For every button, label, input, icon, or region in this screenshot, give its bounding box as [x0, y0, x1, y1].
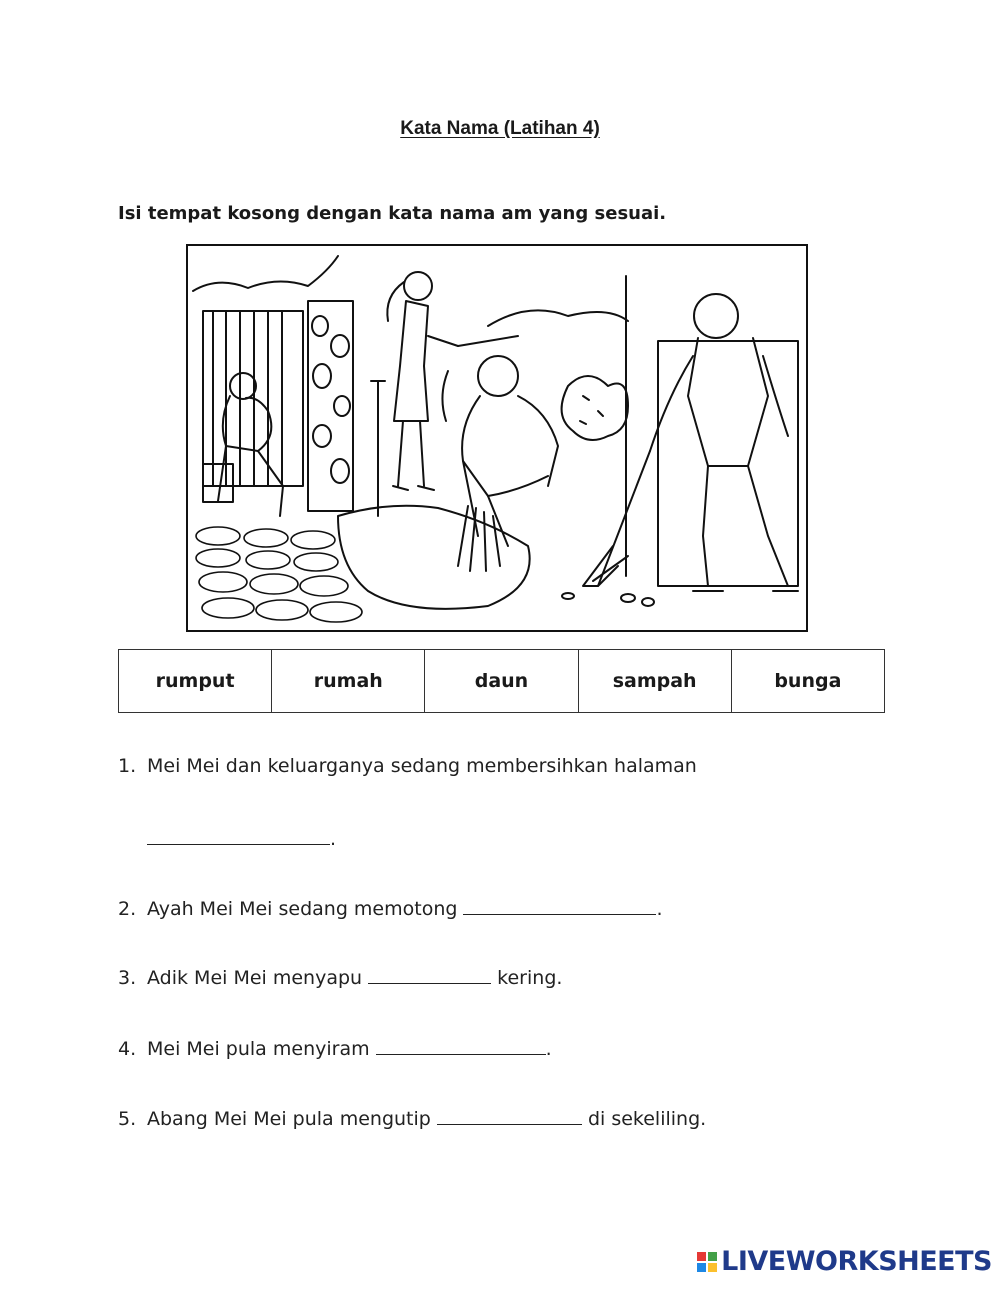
question-text: Abang Mei Mei pula mengutip: [147, 1108, 431, 1130]
question-text-after: kering.: [497, 967, 563, 989]
answer-blank-2[interactable]: [463, 896, 656, 915]
family-cleaning-illustration: [186, 244, 808, 632]
question-text-after: .: [656, 898, 663, 920]
question-5: [118, 1106, 706, 1130]
question-text: Mei Mei dan keluarganya sedang membersihkan halaman: [147, 755, 697, 777]
question-3: [118, 965, 562, 989]
worksheet-title: Kata Nama (Latihan 4): [400, 118, 600, 139]
question-text: Adik Mei Mei menyapu: [147, 967, 363, 989]
answer-blank-1[interactable]: [147, 826, 330, 845]
liveworksheets-logo[interactable]: [697, 1246, 992, 1277]
instruction-text: Isi tempat kosong dengan kata nama am yang sesuai.: [118, 203, 667, 224]
logo-square: [708, 1252, 717, 1261]
word-bank-cell: rumput: [119, 650, 272, 713]
question-text-after: .: [545, 1038, 552, 1060]
question-2: [118, 896, 663, 920]
question-text-after: .: [330, 828, 337, 850]
question-text: Ayah Mei Mei sedang memotong: [147, 898, 458, 920]
word-bank-cell: rumah: [272, 650, 425, 713]
word-bank-table: [118, 649, 885, 713]
question-text-after: di sekeliling.: [587, 1108, 707, 1130]
logo-square: [697, 1252, 706, 1261]
logo-square: [708, 1263, 717, 1272]
word-bank-cell: daun: [425, 650, 578, 713]
answer-blank-5[interactable]: [437, 1106, 582, 1125]
question-4: [118, 1036, 552, 1060]
question-number: 1.: [118, 755, 137, 777]
question-number: 5.: [118, 1108, 137, 1130]
question-1-answer-line: [147, 826, 336, 850]
question-text: Mei Mei pula menyiram: [147, 1038, 370, 1060]
brand-name: LIVEWORKSHEETS: [721, 1246, 992, 1277]
answer-blank-3[interactable]: [368, 965, 491, 984]
word-bank-cell: sampah: [578, 650, 731, 713]
question-number: 2.: [118, 898, 137, 920]
word-bank-cell: bunga: [731, 650, 884, 713]
question-number: 3.: [118, 967, 137, 989]
logo-icon: [697, 1252, 717, 1272]
question-number: 4.: [118, 1038, 137, 1060]
answer-blank-4[interactable]: [376, 1036, 546, 1055]
logo-square: [697, 1263, 706, 1272]
question-1: [118, 755, 697, 777]
